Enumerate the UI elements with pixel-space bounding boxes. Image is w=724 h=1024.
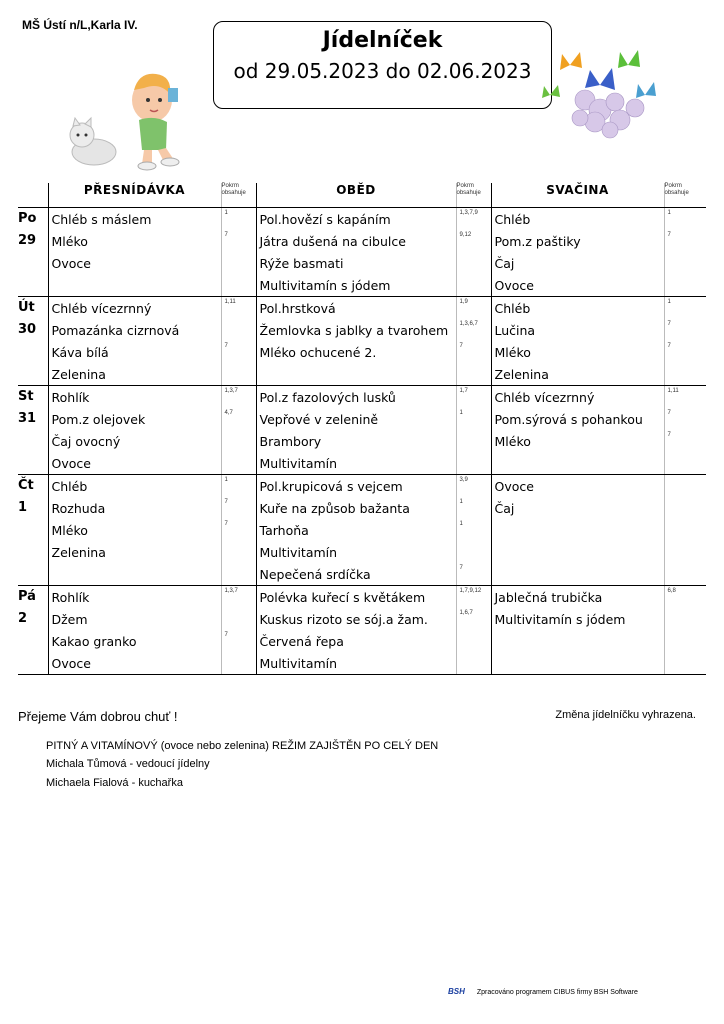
menu-item: Čaj: [494, 501, 515, 516]
allergen-codes: 1,3,6,7: [459, 321, 478, 327]
weekly-menu-table: [18, 183, 706, 675]
snack-items: [491, 297, 664, 386]
allergen-codes: 1: [224, 477, 228, 483]
day-name: Po: [18, 211, 37, 226]
day-header: [18, 183, 48, 208]
menu-item: Pol.z fazolových lusků: [259, 390, 396, 405]
menu-item: Nepečená srdíčka: [259, 567, 371, 582]
breakfast-allergen-header: Pokrm obsahuje: [221, 183, 256, 208]
drinking-regime-note: PITNÝ A VITAMÍNOVÝ (ovoce nebo zelenina) REŽIM ZAJIŠTĚN PO CELÝ DEN: [46, 740, 439, 752]
menu-item: Pol.hrstková: [259, 301, 336, 316]
snack-items: [491, 208, 664, 297]
menu-item: Rozhuda: [51, 501, 106, 516]
allergen-codes: 7: [224, 232, 228, 238]
day-label: [18, 297, 48, 386]
bsh-logo: BSH: [448, 987, 465, 996]
menu-item: Kakao granko: [51, 634, 137, 649]
breakfast-items: [48, 297, 221, 386]
allergen-codes: [665, 252, 707, 274]
menu-item: Ovoce: [51, 656, 91, 671]
allergen-codes: 1: [667, 299, 671, 305]
menu-item: Zelenina: [494, 367, 549, 382]
menu-item: Multivitamín: [259, 545, 338, 560]
menu-item: Pomazánka cizrnová: [51, 323, 180, 338]
snack-allergens: [664, 208, 706, 297]
day-label: [18, 386, 48, 475]
date-range: od 29.05.2023 do 02.06.2023: [233, 59, 532, 83]
day-date: 31: [18, 411, 37, 426]
breakfast-items: [48, 208, 221, 297]
menu-title: Jídelníček: [322, 28, 443, 53]
allergen-codes: 1: [224, 210, 228, 216]
allergen-codes: 7: [667, 410, 671, 416]
allergen-codes: [222, 608, 256, 630]
canteen-manager: Michala Tůmová - vedoucí jídelny: [46, 758, 210, 770]
allergen-codes: 7: [667, 321, 671, 327]
menu-item: Chléb s máslem: [51, 212, 152, 227]
lunch-allergens: [456, 475, 491, 586]
day-row: [18, 297, 706, 386]
allergen-codes: 7: [224, 499, 228, 505]
menu-item: Brambory: [259, 434, 322, 449]
menu-item: Vepřové v zelenině: [259, 412, 379, 427]
menu-item: Chléb: [494, 212, 531, 227]
menu-item: Tarhoňa: [259, 523, 309, 538]
menu-item: Ovoce: [51, 256, 91, 271]
menu-item: Multivitamín: [259, 656, 338, 671]
menu-item: Džem: [51, 612, 88, 627]
breakfast-allergens: [221, 208, 256, 297]
allergen-codes: [457, 452, 491, 474]
allergen-codes: [665, 497, 707, 519]
menu-item: Multivitamín s jódem: [494, 612, 626, 627]
menu-item: Rohlík: [51, 590, 90, 605]
menu-item: Lučina: [494, 323, 536, 338]
allergen-codes: 1,6,7: [459, 610, 473, 616]
lunch-header: OBĚD: [256, 183, 456, 208]
day-name: Út: [18, 300, 35, 315]
snack-items: [491, 586, 664, 675]
butterflies-flowers-illustration: [540, 40, 665, 140]
breakfast-items: [48, 475, 221, 586]
allergen-codes: 7: [224, 632, 228, 638]
snack-items: [491, 475, 664, 586]
snack-items: [491, 386, 664, 475]
allergen-codes: [665, 608, 707, 630]
menu-item: Červená řepa: [259, 634, 344, 649]
menu-item: Ovoce: [51, 456, 91, 471]
lunch-items: [256, 297, 456, 386]
menu-item: Multivitamín s jódem: [259, 278, 391, 293]
menu-item: Pom.sýrová s pohankou: [494, 412, 643, 427]
day-date: 1: [18, 500, 28, 515]
lunch-allergens: [456, 208, 491, 297]
allergen-codes: 1: [459, 521, 463, 527]
day-name: Čt: [18, 478, 34, 493]
lunch-allergens: [456, 386, 491, 475]
menu-item: Multivitamín: [259, 456, 338, 471]
menu-item: Rohlík: [51, 390, 90, 405]
lunch-allergens: [456, 586, 491, 675]
allergen-codes: 1,9: [459, 299, 468, 305]
day-date: 30: [18, 322, 37, 337]
day-date: 29: [18, 233, 37, 248]
menu-item: Chléb: [494, 301, 531, 316]
allergen-codes: [457, 630, 491, 652]
allergen-codes: 7: [667, 343, 671, 349]
software-credit: [448, 987, 638, 996]
allergen-codes: 1: [459, 410, 463, 416]
allergen-codes: 1,3,7: [224, 388, 238, 394]
allergen-codes: [457, 430, 491, 452]
lunch-allergen-header: Pokrm obsahuje: [456, 183, 491, 208]
menu-item: Rýže basmati: [259, 256, 344, 271]
allergen-codes: 1,11: [224, 299, 236, 305]
allergen-codes: 1,3,7: [224, 588, 238, 594]
menu-item: Pol.krupicová s vejcem: [259, 479, 403, 494]
day-row: [18, 386, 706, 475]
breakfast-allergens: [221, 475, 256, 586]
lunch-allergens: [456, 297, 491, 386]
breakfast-allergens: [221, 386, 256, 475]
child-with-kitten-illustration: [64, 60, 189, 172]
snack-allergens: [664, 386, 706, 475]
menu-item: Chléb vícezrnný: [51, 301, 152, 316]
menu-item: Mléko ochucené 2.: [259, 345, 377, 360]
breakfast-header: PŘESNÍDÁVKA: [48, 183, 221, 208]
software-credit-text: Zpracováno programem CIBUS firmy BSH Software: [476, 989, 638, 996]
menu-item: Ovoce: [494, 278, 534, 293]
allergen-codes: [222, 319, 256, 341]
title-box: [213, 21, 552, 109]
allergen-codes: 6,8: [667, 588, 676, 594]
menu-item: Mléko: [51, 234, 88, 249]
day-row: [18, 475, 706, 586]
allergen-codes: [457, 652, 491, 674]
day-name: Pá: [18, 589, 36, 604]
snack-allergens: [664, 586, 706, 675]
menu-item: Polévka kuřecí s květákem: [259, 590, 426, 605]
allergen-codes: [665, 475, 707, 497]
allergen-codes: 3,9: [459, 477, 468, 483]
menu-item: Zelenina: [51, 367, 106, 382]
allergen-codes: 1,11: [667, 388, 679, 394]
menu-item: Žemlovka s jablky a tvarohem: [259, 323, 449, 338]
menu-item: Chléb: [51, 479, 88, 494]
snack-header: SVAČINA: [491, 183, 664, 208]
menu-item: Jablečná trubička: [494, 590, 603, 605]
menu-item: Játra dušená na cibulce: [259, 234, 406, 249]
menu-item: Káva bílá: [51, 345, 109, 360]
breakfast-allergens: [221, 586, 256, 675]
menu-item: Čaj ovocný: [51, 434, 121, 449]
allergen-codes: [222, 652, 256, 674]
allergen-codes: [665, 363, 707, 385]
day-label: [18, 208, 48, 297]
allergen-codes: 7: [459, 565, 463, 571]
allergen-codes: [457, 274, 491, 296]
menu-change-note: Změna jídelníčku vyhrazena.: [555, 709, 696, 721]
allergen-codes: 4,7: [224, 410, 233, 416]
lunch-items: [256, 386, 456, 475]
lunch-items: [256, 586, 456, 675]
allergen-codes: [457, 252, 491, 274]
menu-item: Mléko: [494, 345, 531, 360]
snack-allergens: [664, 475, 706, 586]
allergen-codes: 1,3,7,9: [459, 210, 478, 216]
day-row: [18, 208, 706, 297]
allergen-codes: 7: [667, 232, 671, 238]
menu-item: Pol.hovězí s kapáním: [259, 212, 391, 227]
allergen-codes: [222, 363, 256, 385]
allergen-codes: [222, 252, 256, 274]
bon-appetit-text: Přejeme Vám dobrou chuť !: [18, 709, 178, 724]
lunch-items: [256, 208, 456, 297]
day-date: 2: [18, 611, 28, 626]
allergen-codes: 1,7,9,12: [459, 588, 482, 594]
snack-allergens: [664, 297, 706, 386]
menu-item: Zelenina: [51, 545, 106, 560]
allergen-codes: 9,12: [459, 232, 472, 238]
allergen-codes: 7: [224, 521, 228, 527]
breakfast-allergens: [221, 297, 256, 386]
school-name: MŠ Ústí n/L,Karla IV.: [22, 18, 138, 32]
menu-item: Pom.z paštiky: [494, 234, 581, 249]
snack-allergen-header: Pokrm obsahuje: [664, 183, 706, 208]
breakfast-items: [48, 386, 221, 475]
lunch-items: [256, 475, 456, 586]
allergen-codes: 7: [224, 343, 228, 349]
allergen-codes: 1,7: [459, 388, 468, 394]
menu-item: Kuskus rizoto se sój.a žam.: [259, 612, 428, 627]
allergen-codes: 7: [459, 343, 463, 349]
allergen-codes: [665, 274, 707, 296]
breakfast-items: [48, 586, 221, 675]
day-row: [18, 586, 706, 675]
allergen-codes: 7: [667, 432, 671, 438]
allergen-codes: 1: [459, 499, 463, 505]
cook: Michaela Fialová - kuchařka: [46, 777, 183, 789]
menu-item: Mléko: [51, 523, 88, 538]
day-name: St: [18, 389, 34, 404]
day-label: [18, 475, 48, 586]
menu-item: Pom.z olejovek: [51, 412, 146, 427]
menu-item: Chléb vícezrnný: [494, 390, 595, 405]
menu-item: Mléko: [494, 434, 531, 449]
menu-item: Ovoce: [494, 479, 534, 494]
allergen-codes: [457, 541, 491, 563]
menu-item: Čaj: [494, 256, 515, 271]
allergen-codes: 1: [667, 210, 671, 216]
menu-item: Kuře na způsob bažanta: [259, 501, 410, 516]
allergen-codes: [222, 430, 256, 452]
day-label: [18, 586, 48, 675]
allergen-codes: [222, 541, 256, 563]
allergen-codes: [222, 452, 256, 474]
